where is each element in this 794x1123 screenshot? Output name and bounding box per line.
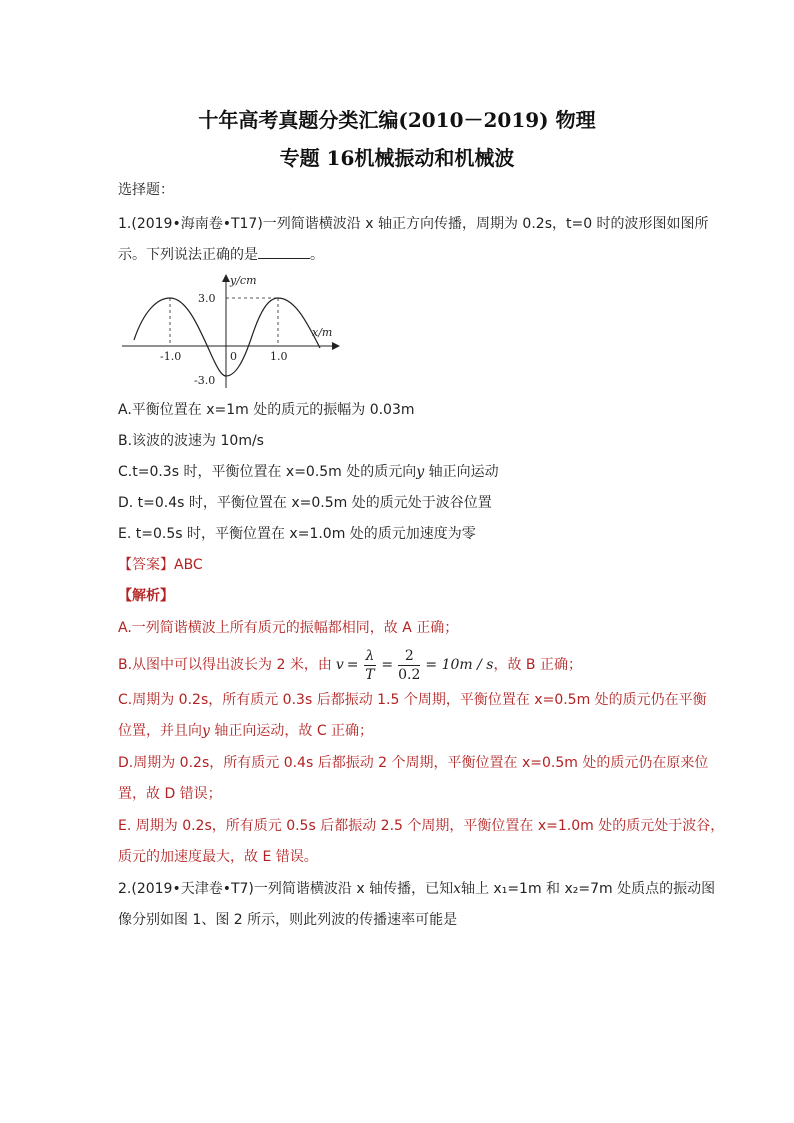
analysis-c2-post: 轴正向运动，故 C 正确； <box>209 723 374 739</box>
analysis-c2-var: y <box>202 723 210 739</box>
analysis-b <box>118 643 582 687</box>
frac-num-2: 2 <box>398 647 420 666</box>
option-a: A.平衡位置在 x=1m 处的质元的振幅为 0.03m <box>118 402 415 418</box>
q1-stem-line1: 1.(2019•海南卷•T17)一列简谐横波沿 x 轴正方向传播，周期为 0.2s，t=0 时的波形图如图所 <box>118 216 709 232</box>
answer-label: 【答案】ABC <box>118 557 203 573</box>
option-c-var: y <box>416 464 425 480</box>
analysis-d-line1: D.周期为 0.2s，所有质元 0.4s 后都振动 2 个周期，平衡位置在 x=0.5m 处的质元仍在原来位 <box>118 755 709 771</box>
wave-curve <box>134 298 320 376</box>
document-subtitle: 专题 16机械振动和机械波 <box>279 146 515 170</box>
x-axis-label: x/m <box>312 326 333 339</box>
q2-line1 <box>118 879 715 899</box>
section-label: 选择题： <box>118 182 174 198</box>
y-tick-neg: -3.0 <box>194 374 216 387</box>
option-c <box>118 462 499 482</box>
x-tick-neg: -1.0 <box>160 350 182 363</box>
analysis-e-line1: E. 周期为 0.2s，所有质元 0.5s 后都振动 2.5 个周期，平衡位置在 x=1.0m 处的质元处于波谷， <box>118 818 725 834</box>
formula-frac-lambda-t <box>364 647 377 684</box>
frac-den-t: T <box>365 666 375 683</box>
q2-line1-post: 轴上 x₁=1m 和 x₂=7m 处质点的振动图 <box>460 881 716 897</box>
y-axis-label: y/cm <box>230 274 257 287</box>
answer-blank <box>258 244 310 259</box>
q2-line2: 像分别如图 1、图 2 所示，则此列波的传播速率可能是 <box>118 912 458 928</box>
y-axis-arrow <box>222 274 230 282</box>
analysis-c2-pre: 位置，并且向 <box>118 723 202 739</box>
analysis-d-line2: 置，故 D 错误； <box>118 786 222 802</box>
q2-line1-var: x <box>453 881 461 897</box>
formula-eq: = <box>346 657 359 673</box>
analysis-b-post: ，故 B 正确； <box>493 657 582 673</box>
document-title: 十年高考真题分类汇编(2010－2019) 物理 <box>198 108 596 132</box>
analysis-label: 【解析】 <box>118 588 174 604</box>
q2-line1-pre: 2.(2019•天津卷•T7)一列简谐横波沿 x 轴传播，已知 <box>118 881 454 897</box>
analysis-e-line2: 质元的加速度最大，故 E 错误。 <box>118 849 318 865</box>
frac-den-02: 0.2 <box>398 666 421 683</box>
q1-stem-line2 <box>118 244 324 265</box>
option-c-tail: 轴正向运动 <box>424 464 499 480</box>
option-c-text: C.t=0.3s 时，平衡位置在 x=0.5m 处的质元向 <box>118 464 417 480</box>
option-b: B.该波的波速为 10m/s <box>118 433 264 449</box>
option-e: E. t=0.5s 时，平衡位置在 x=1.0m 处的质元加速度为零 <box>118 526 476 542</box>
x-axis-arrow <box>332 342 340 350</box>
formula-eq2: = <box>381 657 394 673</box>
analysis-b-pre: B.从图中可以得出波长为 2 米，由 <box>118 657 332 673</box>
analysis-c-line1: C.周期为 0.2s，所有质元 0.3s 后都振动 1.5 个周期，平衡位置在 x=0.5m 处的质元仍在平衡 <box>118 692 707 708</box>
q1-stem-text: 示。下列说法正确的是 <box>118 247 258 263</box>
frac-num-lambda: λ <box>365 647 375 664</box>
option-d: D. t=0.4s 时，平衡位置在 x=0.5m 处的质元处于波谷位置 <box>118 495 492 511</box>
formula-result: = 10m / s <box>425 657 494 673</box>
x-tick-pos: 1.0 <box>270 350 288 363</box>
q1-stem-end: 。 <box>310 247 324 263</box>
x-tick-origin: 0 <box>230 350 237 363</box>
analysis-c-line2 <box>118 721 373 741</box>
wave-figure <box>118 270 348 396</box>
formula-v: v <box>335 657 344 673</box>
formula-frac-values <box>398 647 420 684</box>
y-tick-pos: 3.0 <box>198 292 216 305</box>
analysis-a: A.一列简谐横波上所有质元的振幅都相同，故 A 正确； <box>118 620 459 636</box>
